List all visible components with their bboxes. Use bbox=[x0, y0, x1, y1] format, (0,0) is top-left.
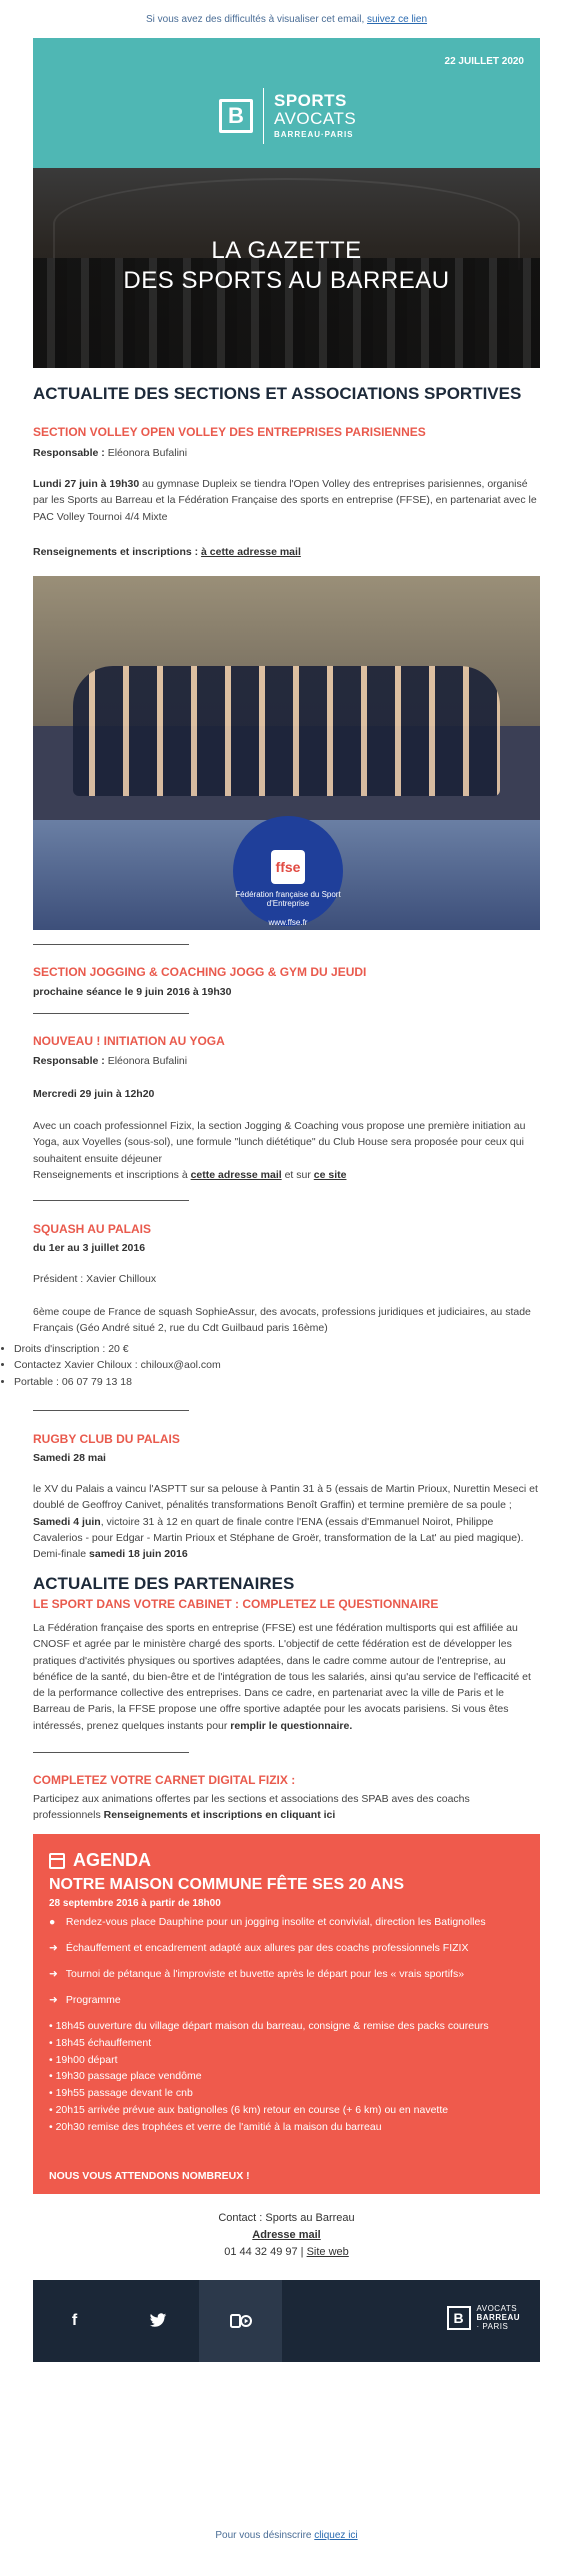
arrow-right-icon: ➜ bbox=[49, 1968, 58, 1980]
arrow-right-icon: ➜ bbox=[49, 1942, 58, 1954]
footer-bar bbox=[33, 2280, 540, 2362]
list-item: • Contactez Xavier Chiloux : chiloux@aol.com bbox=[14, 1357, 520, 1373]
yoga-date: Mercredi 29 juin à 12h20 bbox=[33, 1088, 155, 1100]
rugby-body: le XV du Palais a vaincu l'ASPTT sur sa pelouse à Pantin 31 à 5 (essais de Martin Prioux, Nurettin Meseci et doublé de Geoffroy Canivet, pénalités transformations Benoît Graffin) et termine première de sa poule ; Samedi 4 juin, victoire 31 à 12 en quart de finale contre l'ENA (essais d'Emmanuel Noirot, Philippe Cavalerios - pour Edgar - Martin Prioux et Stéphane de Groër, transformation de la Lat' au pied magique). Demi-finale samedi 18 juin 2016 bbox=[33, 1483, 538, 1561]
agenda-item: ➜ Échauffement et encadrement adapté aux allures par des coachs professionnels FIZIX bbox=[49, 1940, 529, 1957]
unsubscribe-link[interactable]: cliquez ici bbox=[314, 2530, 358, 2541]
barreau-logo: B AVOCATS BARREAU · PARIS bbox=[447, 2304, 521, 2332]
squash-info-list bbox=[0, 1341, 520, 1390]
list-item: • 19h00 départ bbox=[49, 2053, 118, 2066]
twitter-icon[interactable] bbox=[116, 2280, 199, 2362]
agenda-location: ● Rendez-vous place Dauphine pour un jogging insolite et convivial, direction les Batignolles bbox=[49, 1914, 529, 1931]
issue-date: 22 JUILLET 2020 bbox=[444, 56, 524, 67]
contact-site-link[interactable]: Site web bbox=[306, 2246, 349, 2259]
squash-title: SQUASH AU PALAIS bbox=[33, 1222, 152, 1236]
arrow-right-icon: ➜ bbox=[49, 1994, 58, 2006]
barreau-logo-icon: B bbox=[447, 2306, 471, 2330]
yoga-body: Avec un coach professionnel Fizix, la section Jogging & Coaching vous propose une première initiation au Yoga, aux Voyelles (sous-sol), une formule "lunch diététique" du Club House sera proposée pour ceux qui souhaitent ensuite déjeuner bbox=[33, 1120, 526, 1165]
list-item: • 18h45 échauffement bbox=[49, 2036, 152, 2049]
agenda-block bbox=[33, 1834, 540, 2194]
squash-body: 6ème coupe de France de squash SophieAssur, des avocats, professions juridiques et judiciaires, au stade Français (Géo André situé 2, rue du Cdt Guilbaud paris 16ème) bbox=[33, 1306, 531, 1335]
yoga-title: NOUVEAU ! INITIATION AU YOGA bbox=[33, 1034, 225, 1048]
list-item: • 19h30 passage place vendôme bbox=[49, 2070, 202, 2083]
volley-body: Lundi 27 juin à 19h30 au gymnase Dupleix se tiendra l'Open Volley des entreprises parisiennes, organisé par les Sports au Barreau et la Fédération Française des sports en entreprise (FFSE), en partenariat avec le PAC Volley Tournoi 4/4 Mixte bbox=[33, 478, 537, 523]
sports-avocats-logo: B SPORTS AVOCATS BARREAU·PARIS bbox=[219, 88, 356, 144]
contact-block bbox=[33, 2210, 540, 2261]
volley-responsable: Responsable : Eléonora Bufalini bbox=[33, 447, 188, 459]
contact-mail-link[interactable]: Adresse mail bbox=[252, 2229, 321, 2242]
map-pin-icon: ● bbox=[49, 1916, 56, 1928]
list-item: • 19h55 passage devant le cnb bbox=[49, 2087, 193, 2100]
list-item: • 20h30 remise des trophées et verre de l'amitié à la maison du barreau bbox=[49, 2120, 382, 2133]
yoga-site-link[interactable]: ce site bbox=[313, 1169, 347, 1181]
contact-phone: 01 44 32 49 97 | bbox=[224, 2246, 304, 2259]
fizix-body: Participez aux animations offertes par les sections et associations des SPAB aves des coachs professionnels Renseignements et inscriptions en cliquant ici bbox=[33, 1793, 470, 1822]
squash-dates: du 1er au 3 juillet 2016 bbox=[33, 1242, 146, 1254]
facebook-icon[interactable]: f bbox=[71, 2312, 78, 2329]
rugby-date: Samedi 28 mai bbox=[33, 1452, 106, 1464]
fizix-register-link[interactable]: Renseignements et inscriptions en cliquant ici bbox=[103, 1809, 336, 1822]
questionnaire-title: LE SPORT DANS VOTRE CABINET : COMPLETEZ LE QUESTIONNAIRE bbox=[33, 1597, 439, 1611]
list-item: • 18h45 ouverture du village départ maison du barreau, consigne & remise des packs coureurs bbox=[49, 2020, 489, 2032]
view-online-notice: Si vous avez des difficultés à visualiser cet email, suivez ce lien bbox=[145, 14, 428, 25]
agenda-title: AGENDA bbox=[73, 1850, 152, 1870]
unsubscribe-notice: Pour vous désinscrire cliquez ici bbox=[215, 2530, 358, 2541]
agenda-item: ➜ Programme bbox=[49, 1992, 529, 2009]
gazette-title: LA GAZETTE DES SPORTS AU BARREAU bbox=[123, 237, 450, 294]
logo-mark-icon: B bbox=[219, 99, 253, 133]
divider bbox=[33, 944, 189, 945]
questionnaire-body: La Fédération française des sports en entreprise (FFSE) est une fédération multisports qui est affiliée au CNOSF et agrée par le ministère chargé des sports. L'objectif de cette fédération est de développer les pratiques d'activités physiques ou sportives adaptées, dans le cadre comme autour de l'entreprise, au bénéfice de la santé, du bien-être et de l'intégration de tous les salariés, ainsi qu'au service de l'efficacité et de la performance collective des entreprises. Dans ce cadre, en partenariat avec la ville de Paris et le Barreau de Paris, la FFSE propose une offre sportive adaptée pour les avocats parisiens. Si vous êtes intéressés, prenez quelques instants pour remplir le questionnaire. bbox=[33, 1622, 531, 1732]
yoga-mail-link[interactable]: cette adresse mail bbox=[190, 1169, 282, 1181]
rugby-title: RUGBY CLUB DU PALAIS bbox=[33, 1432, 180, 1446]
agenda-date: 28 septembre 2016 à partir de 18h00 bbox=[49, 1898, 221, 1909]
agenda-event-title: NOTRE MAISON COMMUNE FÊTE SES 20 ANS bbox=[49, 1876, 404, 1893]
agenda-closing: NOUS VOUS ATTENDONS NOMBREUX ! bbox=[49, 2170, 250, 2182]
divider bbox=[33, 1752, 189, 1753]
header-banner bbox=[33, 38, 540, 168]
divider bbox=[33, 1013, 189, 1014]
video-icon[interactable] bbox=[199, 2280, 282, 2362]
contact-line: Contact : Sports au Barreau bbox=[218, 2212, 355, 2224]
section-heading-partners: ACTUALITE DES PARTENAIRES bbox=[33, 1574, 295, 1593]
hero-image bbox=[33, 168, 540, 368]
view-online-link[interactable]: suivez ce lien bbox=[367, 14, 428, 25]
ffse-logo-icon: ffse bbox=[271, 850, 305, 884]
volley-info: Renseignements et inscriptions : à cette adresse mail bbox=[33, 546, 301, 558]
volley-title: SECTION VOLLEY OPEN VOLLEY DES ENTREPRISES PARISIENNES bbox=[33, 425, 426, 439]
list-item: • 20h15 arrivée prévue aux batignolles (6 km) retour en course (+ 6 km) ou en navette bbox=[49, 2103, 449, 2116]
ffse-banner: ffse Fédération française du Sport d'Entreprise www.ffse.fr bbox=[233, 816, 343, 926]
list-item: • Portable : 06 07 79 13 18 bbox=[14, 1374, 520, 1390]
calendar-icon bbox=[49, 1853, 65, 1869]
section-heading-associations: ACTUALITE DES SECTIONS ET ASSOCIATIONS SPORTIVES bbox=[33, 384, 522, 403]
agenda-item: ➜ Tournoi de pétanque à l'improviste et buvette après le départ pour les « vrais sportifs» bbox=[49, 1966, 529, 1983]
agenda-program bbox=[49, 2018, 519, 2136]
divider bbox=[33, 1200, 189, 1201]
jogging-title: SECTION JOGGING & COACHING JOGG & GYM DU JEUDI bbox=[33, 965, 367, 979]
volley-mail-link[interactable]: à cette adresse mail bbox=[201, 546, 301, 558]
volley-team-photo bbox=[33, 576, 540, 930]
yoga-responsable: Responsable : Eléonora Bufalini bbox=[33, 1055, 188, 1067]
jogging-next-session: prochaine séance le 9 juin 2016 à 19h30 bbox=[33, 986, 232, 998]
squash-president: Président : Xavier Chilloux bbox=[33, 1273, 157, 1285]
fizix-title: COMPLETEZ VOTRE CARNET DIGITAL FIZIX : bbox=[33, 1773, 296, 1787]
list-item: • Droits d'inscription : 20 € bbox=[14, 1341, 520, 1357]
divider bbox=[33, 1410, 189, 1411]
yoga-info: Renseignements et inscriptions à cette adresse mail et sur ce site bbox=[33, 1169, 347, 1181]
questionnaire-link[interactable]: remplir le questionnaire. bbox=[230, 1719, 353, 1732]
